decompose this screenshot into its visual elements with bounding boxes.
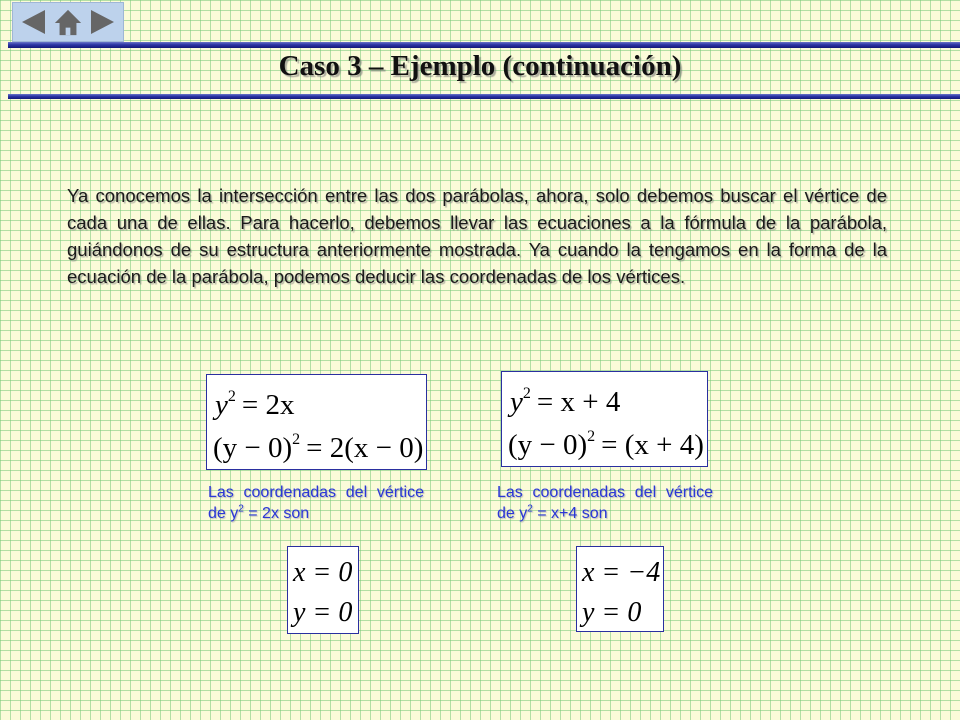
equation-box-left: [206, 374, 427, 470]
caption-right: Las coordenadas del vértice de $y^2 = x+4$ son: [497, 484, 713, 522]
home-button[interactable]: [53, 6, 83, 38]
intro-paragraph: Ya conocemos la intersección entre las dos parábolas, ahora, solo debemos buscar el vértice de cada una de ellas. Para hacerlo, debemos llevar las ecuaciones a la fórmula de la parábola, guiándonos de su estructura anteriormente mostrada. Ya cuando la tengamos en la forma de la ecuación de la parábola, podemos deducir las coordenadas de los vértices.: [67, 185, 887, 287]
eq-right-line2: $(y - 0)^2 = (x + 4)$: [508, 428, 704, 461]
title-bottom-rule: [8, 94, 960, 99]
equation-box-right: [501, 371, 708, 467]
home-icon: [53, 6, 83, 38]
eq-left-line2: $(y - 0)^2 = 2(x - 0)$: [213, 431, 424, 464]
page-title: Caso 3 – Ejemplo (continuación): [278, 50, 682, 82]
back-arrow-icon: [19, 7, 49, 37]
vertex-left-x: x = 0: [293, 557, 353, 588]
vertex-right-y: y = 0: [582, 597, 642, 628]
vertex-box-left: [287, 546, 359, 634]
back-button[interactable]: [19, 6, 49, 38]
eq-left-line1: $y^2 = 2x$: [215, 388, 295, 421]
vertex-right-x: x = −4: [582, 557, 661, 588]
vertex-left-y: y = 0: [293, 597, 353, 628]
eq-right-line1: $y^2 = x + 4$: [510, 385, 621, 418]
forward-button[interactable]: [87, 6, 117, 38]
forward-arrow-icon: [87, 7, 117, 37]
caption-left: Las coordenadas del vértice de $y^2 = 2x$ son: [208, 484, 424, 522]
title-top-rule: [8, 42, 960, 48]
navigation-panel: [12, 2, 124, 42]
vertex-box-right: [576, 546, 664, 632]
